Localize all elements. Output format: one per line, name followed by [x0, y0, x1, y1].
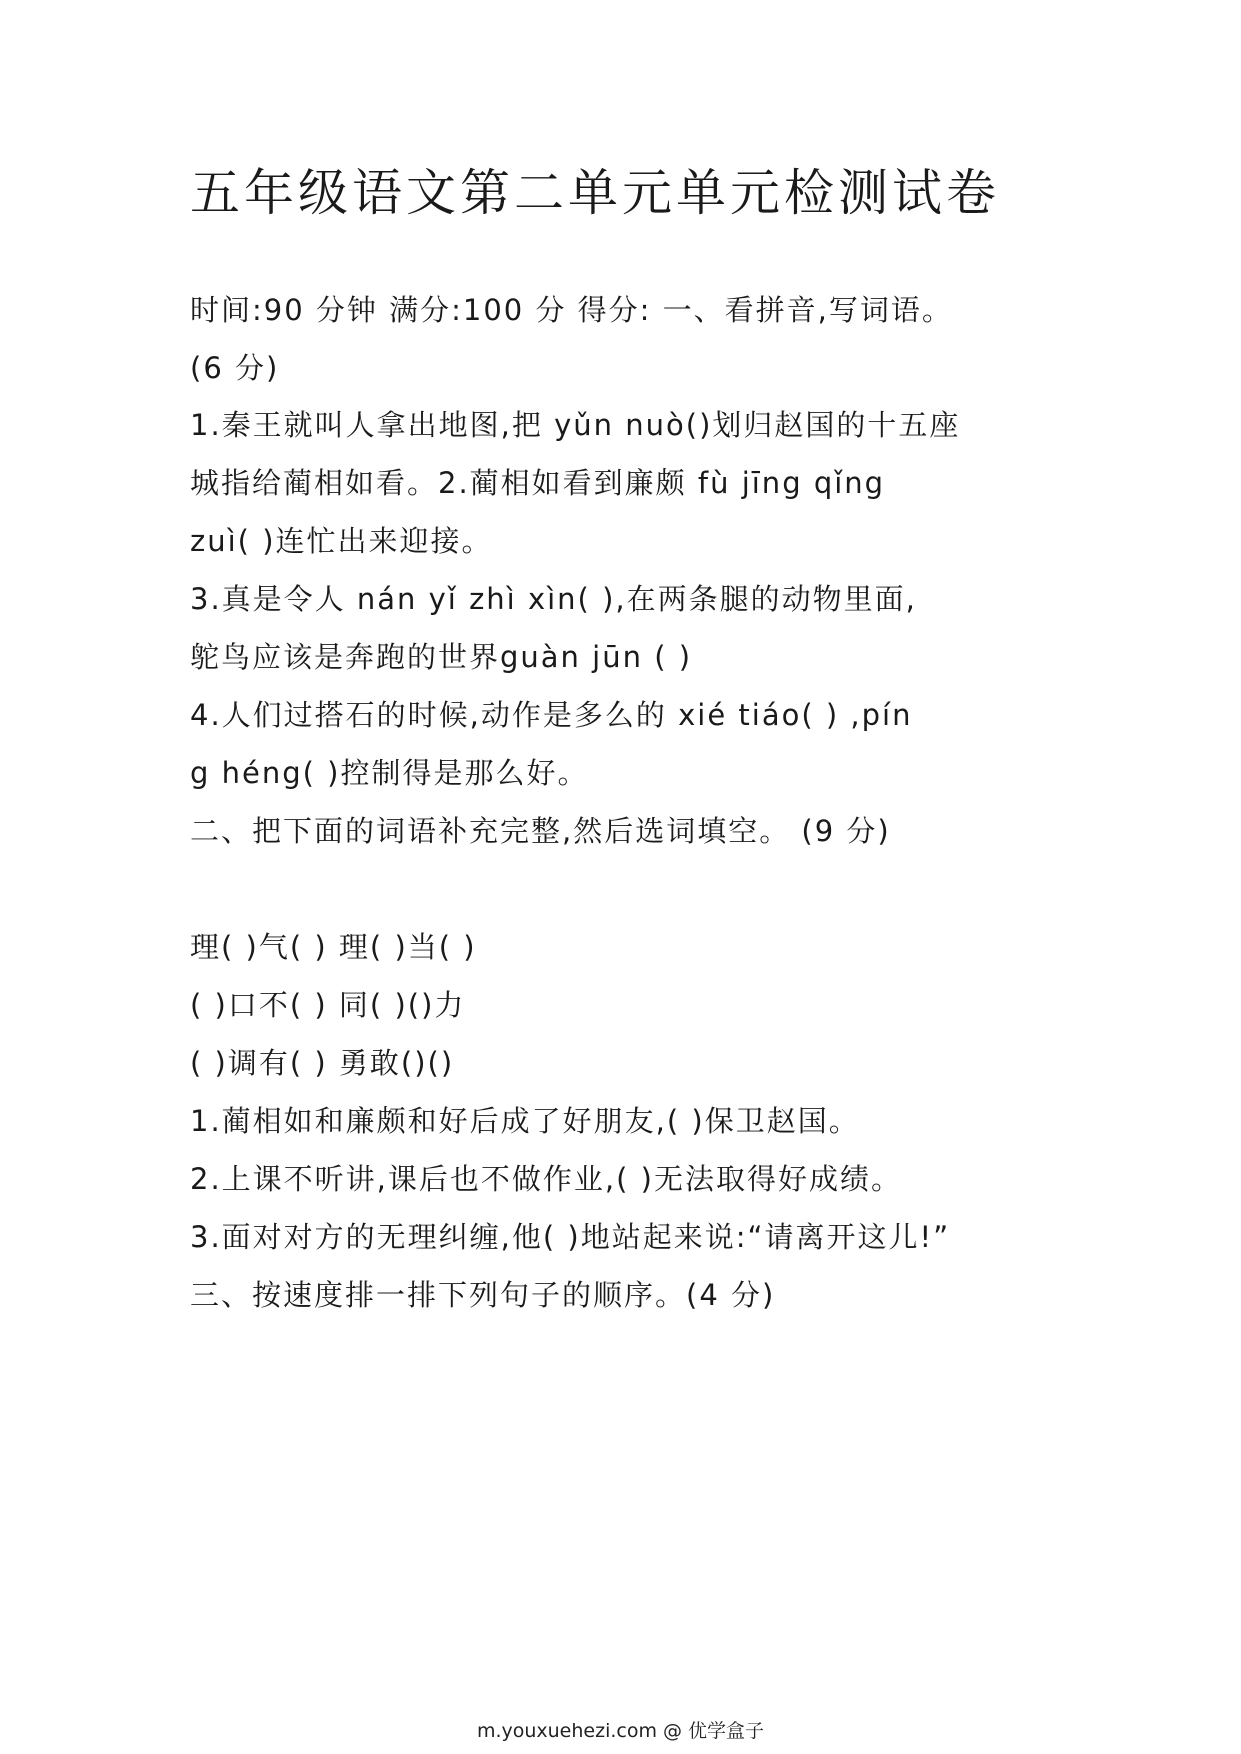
word-row-1: 理( )气( ) 理( )当( ): [190, 930, 477, 964]
section-one-score: (6 分): [190, 351, 280, 385]
word-row-2: ( )口不( ) 同( )()力: [190, 988, 466, 1022]
question-1-line-2: 城指给蔺相如看。2.蔺相如看到廉颇 fù jīng qǐng: [190, 466, 886, 500]
question-1-line-1: 1.秦王就叫人拿出地图,把 yǔn nuò()划归赵国的十五座: [190, 408, 961, 442]
section-two-heading: 二、把下面的词语补充完整,然后选词填空。 (9 分): [190, 814, 891, 848]
fill-question-2: 2.上课不听讲,课后也不做作业,( )无法取得好成绩。: [190, 1162, 902, 1196]
question-4-line-2: g héng( )控制得是那么好。: [190, 756, 589, 790]
fill-question-1: 1.蔺相如和廉颇和好后成了好朋友,( )保卫赵国。: [190, 1104, 860, 1138]
page-title: 五年级语文第二单元单元检测试卷: [190, 164, 1000, 222]
section-three-heading: 三、按速度排一排下列句子的顺序。(4 分): [190, 1278, 776, 1312]
word-row-3: ( )调有( ) 勇敢()(): [190, 1046, 455, 1080]
question-2-line-2: zuì( )连忙出来迎接。: [190, 524, 493, 558]
fill-question-3: 3.面对对方的无理纠缠,他( )地站起来说:“请离开这儿!”: [190, 1220, 951, 1254]
question-3-line-2: 鸵鸟应该是奔跑的世界guàn jūn ( ): [190, 640, 693, 674]
footer-watermark: m.youxuehezi.com @ 优学盒子: [476, 1720, 765, 1742]
exam-info-line: 时间:90 分钟 满分:100 分 得分: 一、看拼音,写词语。: [190, 293, 953, 327]
question-4-line-1: 4.人们过搭石的时候,动作是多么的 xié tiáo( ) ,pín: [190, 698, 913, 732]
question-3-line-1: 3.真是令人 nán yǐ zhì xìn( ),在两条腿的动物里面,: [190, 582, 917, 616]
